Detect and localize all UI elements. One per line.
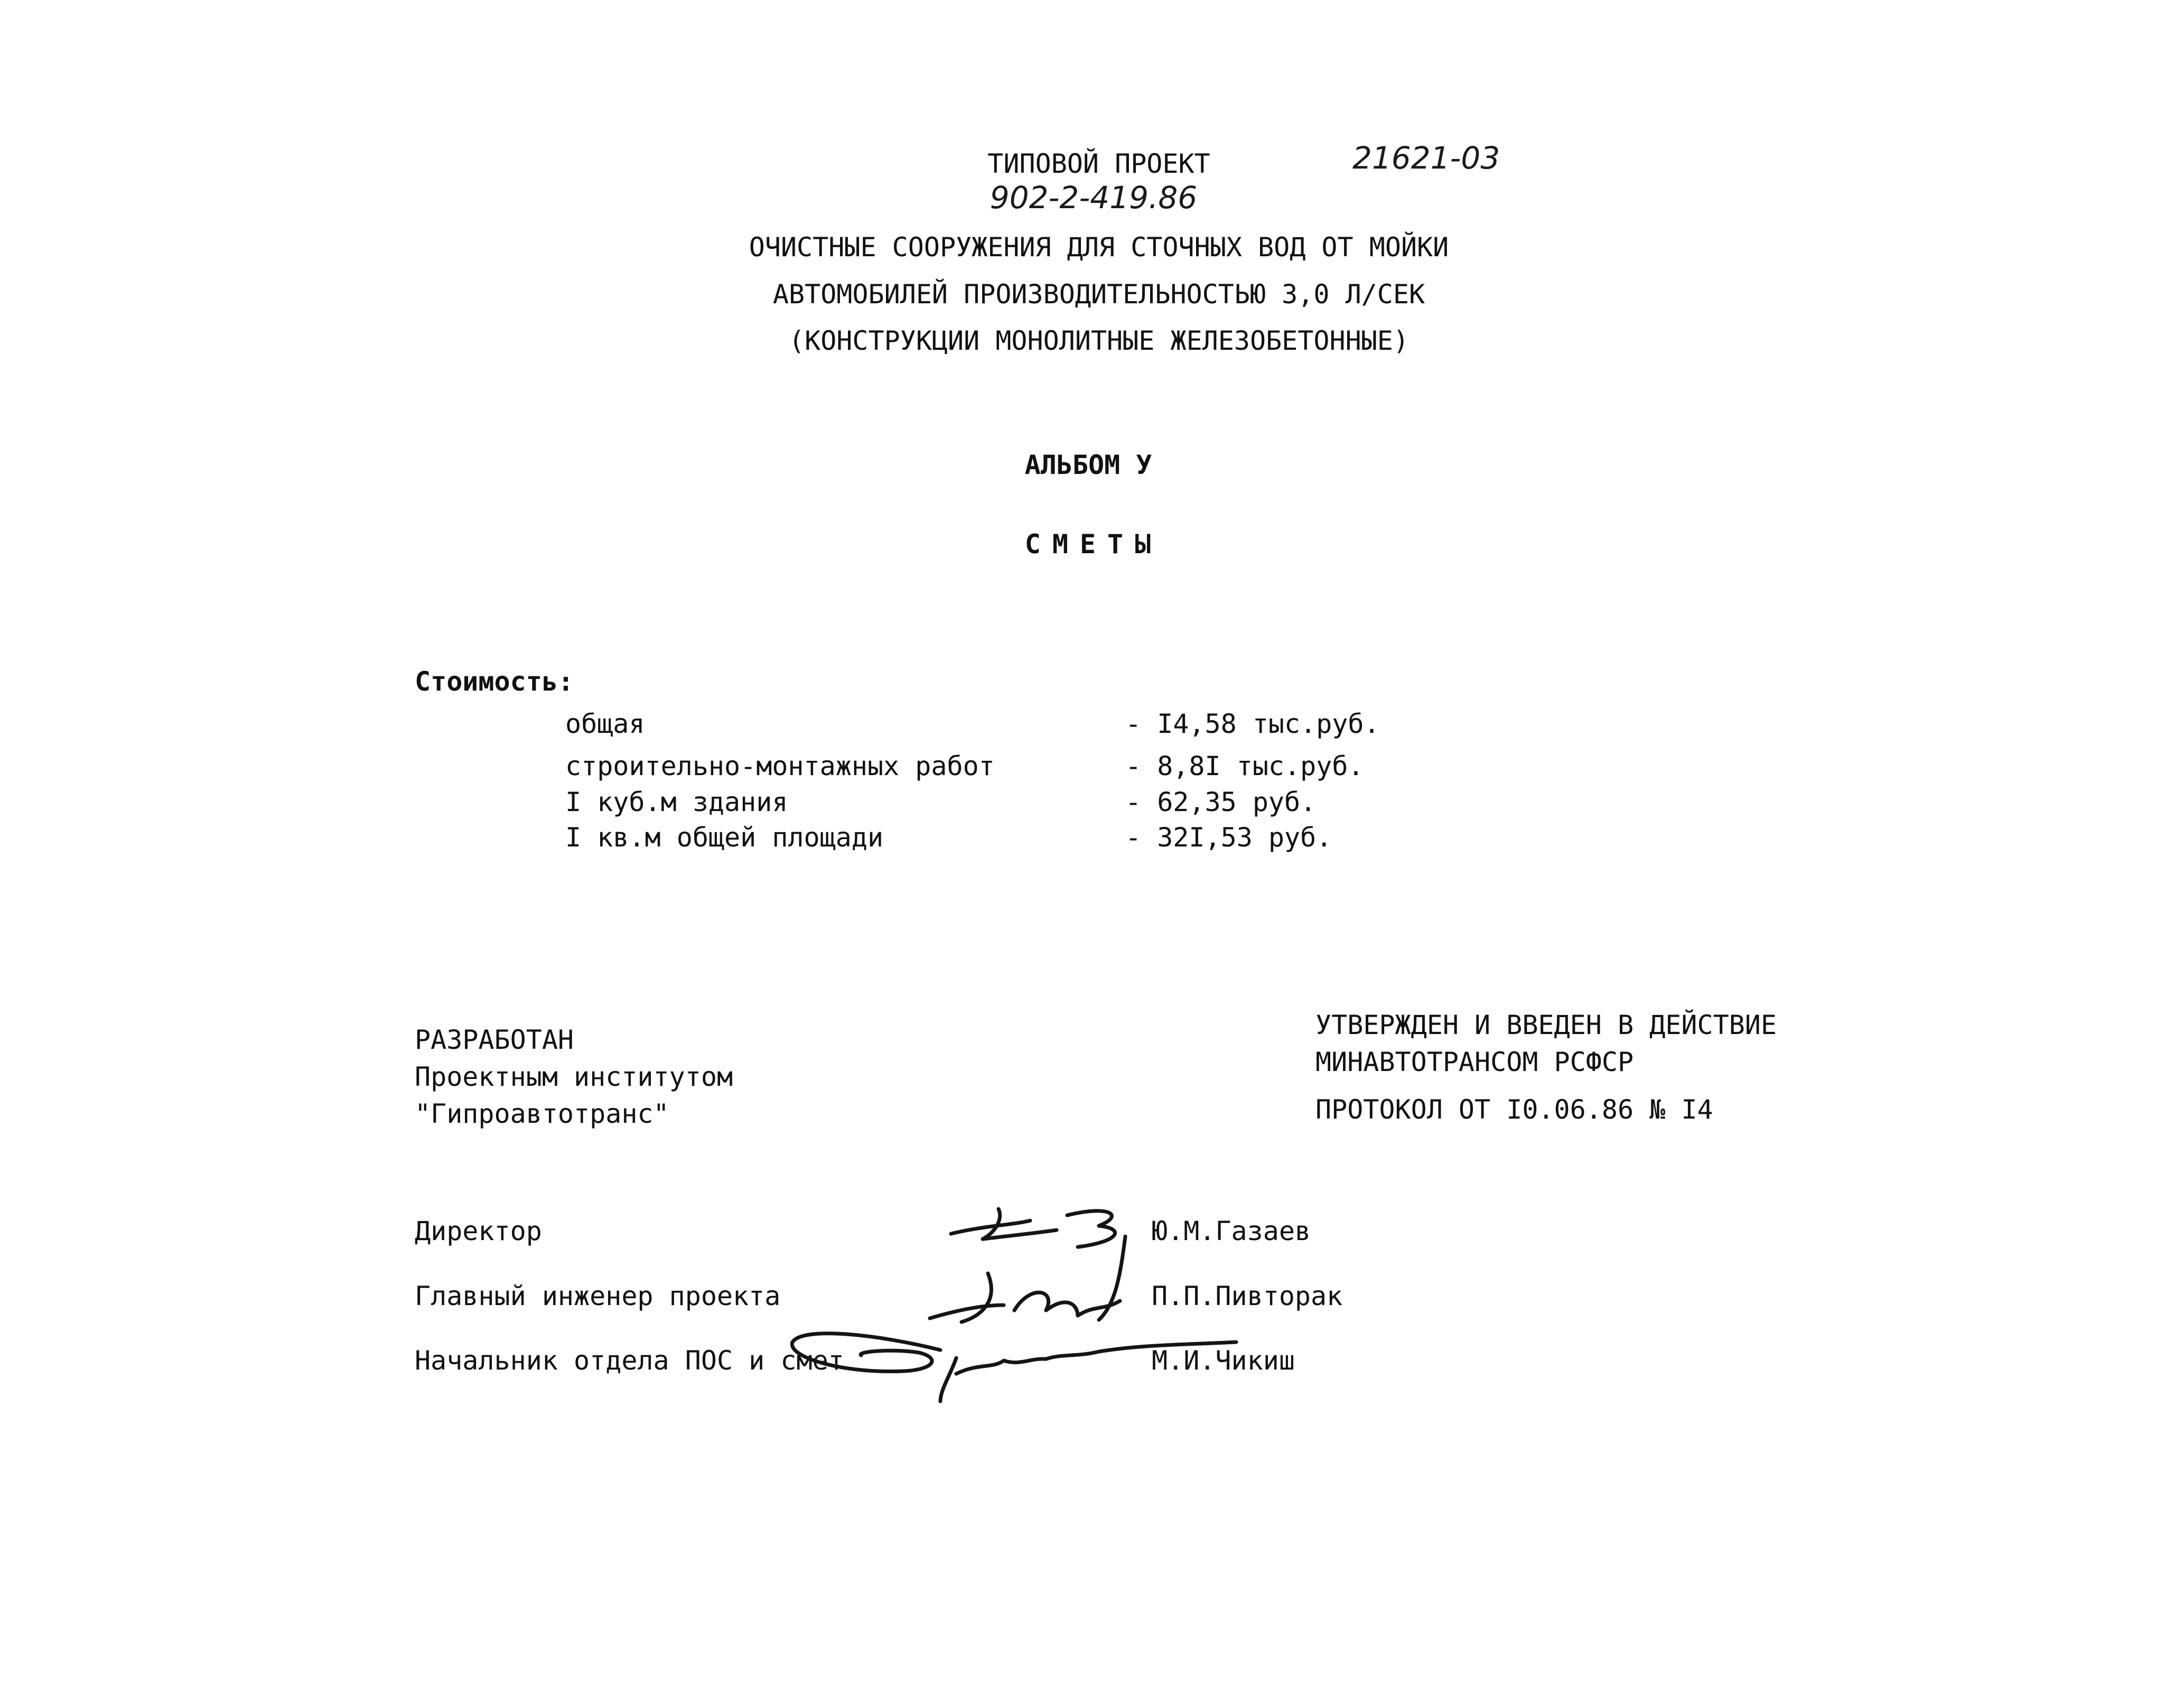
signatory-role-chief-engineer: Главный инженер проекта: [415, 1281, 781, 1311]
developed-institute-name: "Гипроавтотранс": [415, 1098, 669, 1129]
developed-institute: Проектным институтом: [415, 1062, 733, 1092]
signatory-role-director: Директор: [415, 1216, 542, 1246]
cost-label-square-meter: I кв.м общей площади: [565, 822, 884, 853]
developed-title: РАЗРАБОТАН: [415, 1025, 574, 1055]
inventory-number: 21621-03: [1352, 140, 1500, 176]
approved-protocol: ПРОТОКОЛ ОТ I0.06.86 № I4: [1315, 1094, 1713, 1125]
cost-label-construction: строительно-монтажных работ: [565, 751, 995, 781]
cost-value-cubic-meter: - 62,35 руб.: [1125, 787, 1317, 817]
section-title: СМЕТЫ: [1024, 529, 1163, 560]
cost-value-square-meter: - 32I,53 руб.: [1125, 822, 1332, 853]
signatory-name-director: Ю.М.Газаев: [1152, 1216, 1311, 1246]
cost-heading: Стоимость:: [415, 666, 574, 697]
signatory-name-department-head: М.И.Чикиш: [1152, 1345, 1295, 1376]
handwritten-signatures: [782, 1184, 1247, 1411]
cost-value-total: - I4,58 тыс.руб.: [1125, 709, 1380, 739]
approved-line-1: УТВЕРЖДЕН И ВВЕДЕН В ДЕЙСТВИЕ: [1315, 1010, 1777, 1040]
project-label: ТИПОВОЙ ПРОЕКТ: [987, 148, 1210, 179]
title-line-1: ОЧИСТНЫЕ СООРУЖЕНИЯ ДЛЯ СТОЧНЫХ ВОД ОТ МОЙКИ: [749, 232, 1449, 263]
signatory-role-department-head: Начальник отдела ПОС и смет: [415, 1345, 844, 1376]
cost-label-total: общая: [565, 709, 645, 739]
approved-line-2: МИНАВТОТРАНСОМ РСФСР: [1315, 1047, 1634, 1077]
title-line-3: (КОНСТРУКЦИИ МОНОЛИТНЫЕ ЖЕЛЕЗОБЕТОННЫЕ): [789, 325, 1409, 356]
cost-label-cubic-meter: I куб.м здания: [565, 787, 788, 817]
title-line-2: АВТОМОБИЛЕЙ ПРОИЗВОДИТЕЛЬНОСТЬЮ 3,0 Л/СЕК: [772, 279, 1425, 310]
project-code: 902-2-419.86: [990, 180, 1198, 216]
cost-value-construction: - 8,8I тыс.руб.: [1125, 751, 1364, 781]
signatory-name-chief-engineer: П.П.Пивторак: [1152, 1281, 1343, 1311]
album-title: АЛЬБОМ У: [1024, 450, 1152, 480]
